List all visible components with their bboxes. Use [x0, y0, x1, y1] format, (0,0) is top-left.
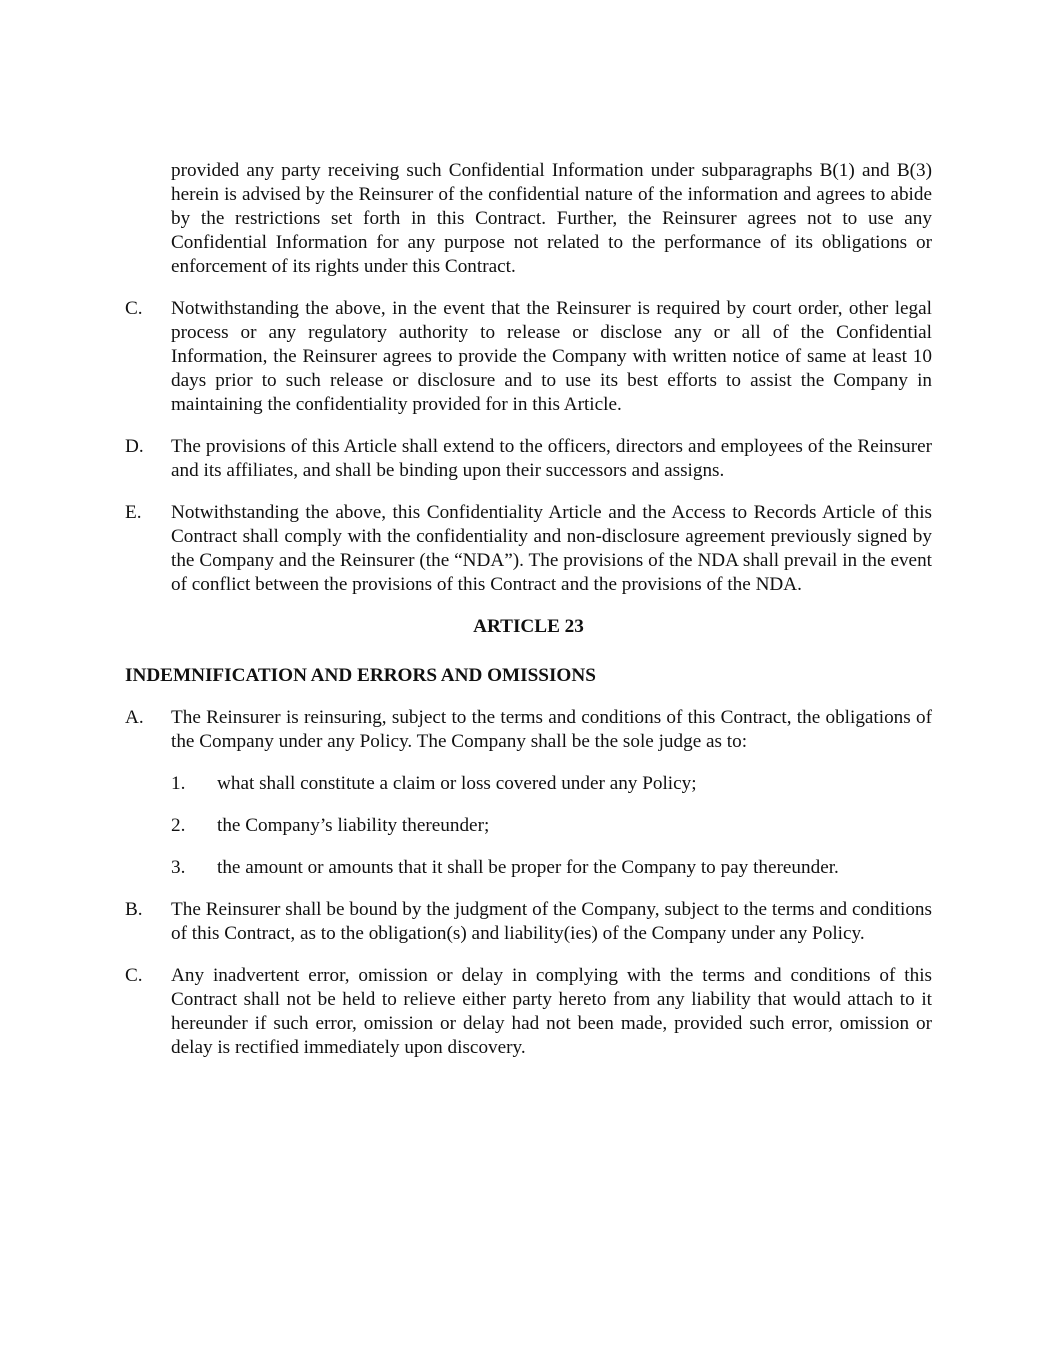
item-text: Notwithstanding the above, this Confidentiality Article and the Access to Records Article of this Contract shall comply with the confidentiality and non-disclosure agreement previously signed by the Company and the Reinsurer (the “NDA”). The provisions of the NDA shall prevail in the event of conflict between the provisions of this Contract and the provisions of the NDA. — [171, 502, 932, 595]
document-body — [125, 159, 932, 1078]
confidentiality-item-d — [125, 435, 932, 483]
item-marker: C. — [125, 298, 143, 319]
item-marker: A. — [125, 707, 144, 728]
item-marker: D. — [125, 436, 144, 457]
subitem-text: the Company’s liability thereunder; — [217, 815, 490, 836]
subitem-marker: 2. — [171, 815, 186, 836]
subitem-2 — [171, 814, 932, 838]
section-heading: INDEMNIFICATION AND ERRORS AND OMISSIONS — [125, 665, 596, 686]
indemnification-item-a — [125, 706, 932, 754]
subitem-marker: 3. — [171, 857, 186, 878]
continuation-paragraph: provided any party receiving such Confidential Information under subparagraphs B(1) and B(3) herein is advised by the Reinsurer of the confidential nature of the information and agrees to abide by the restrictions set forth in this Contract. Further, the Reinsurer agrees not to use any Confidential Information for any purpose not related to the performance of its obligations or enforcement of its rights under this Contract. — [171, 160, 932, 277]
item-text: The Reinsurer shall be bound by the judgment of the Company, subject to the terms and conditions of this Contract, as to the obligation(s) and liability(ies) of the Company under any Policy. — [171, 899, 932, 944]
item-text: The Reinsurer is reinsuring, subject to the terms and conditions of this Contract, the obligations of the Company under any Policy. The Company shall be the sole judge as to: — [171, 707, 932, 752]
item-marker: B. — [125, 899, 143, 920]
item-text: Notwithstanding the above, in the event that the Reinsurer is required by court order, other legal process or any regulatory authority to release or disclose any or all of the Confidential Information, the Reinsurer agrees to provide the Company with written notice of same at least 10 days prior to such release or disclosure and to use its best efforts to assist the Company in maintaining the confidentiality provided for in this Article. — [171, 298, 932, 415]
article-title: ARTICLE 23 — [473, 616, 584, 637]
item-text: The provisions of this Article shall extend to the officers, directors and employees of the Reinsurer and its affiliates, and shall be binding upon their successors and assigns. — [171, 436, 932, 481]
subitem-3 — [171, 856, 932, 880]
item-text: Any inadvertent error, omission or delay in complying with the terms and conditions of this Contract shall not be held to relieve either party hereto from any liability that would attach to it hereunder if such error, omission or delay had not been made, provided such error, omission or delay is rectified immediately upon discovery. — [171, 965, 932, 1058]
indemnification-item-b — [125, 898, 932, 946]
confidentiality-item-e — [125, 501, 932, 597]
item-marker: E. — [125, 502, 142, 523]
indemnification-item-c — [125, 964, 932, 1060]
subitem-text: the amount or amounts that it shall be proper for the Company to pay thereunder. — [217, 857, 839, 878]
subitem-marker: 1. — [171, 773, 186, 794]
subitem-1 — [171, 772, 932, 796]
item-marker: C. — [125, 965, 143, 986]
confidentiality-item-c — [125, 297, 932, 417]
subitem-text: what shall constitute a claim or loss covered under any Policy; — [217, 773, 697, 794]
